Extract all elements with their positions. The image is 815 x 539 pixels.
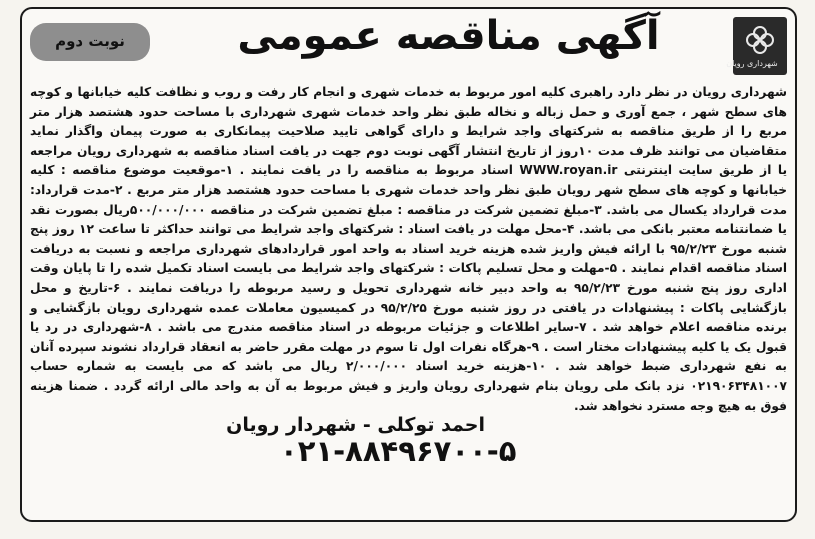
phone-number: ۰۲۱-۸۸۴۹۶۷۰۰-۵ [280,434,517,468]
announcement-paragraph: شهرداری رویان در نظر دارد راهبری کلیه امور مربوط به خدمات شهری و انجام کار رفت و روب و نظافت کلیه خیابانها و کوچه های سطح شهر ، جمع آوری و حمل زباله و نخاله طبق نظر واحد خدمات شهری شهرداری با مساحت حدود هشتصد هزار متر مربع را از طریق مناقصه به شرکتهای واجد شرایط و دارای گواهی تایید صلاحیت پیمانکاری به صورت پیمان واگذار نماید متقاضیان می توانند ظرف مدت ۱۰روز از تاریخ انتشار آگهی نوبت دوم جهت در یافت اسناد مناقصه به شهرداری رویان مراجعه یا از طریق سایت اینترنتی WWW.royan.ir اسناد مربوط به مناقصه را در یافت نمایند . ۱-موقعیت موضوع مناقصه : کلیه خیابانها و کوچه های سطح شهر رویان طبق نظر واحد خدمات شهری با مساحت حدود هشتصد هزار متر مربع . ۲-مدت قرارداد: مدت قرارداد یکسال می باشد. ۳-مبلغ تضمین شرکت در مناقصه : مبلغ تضمین شرکت در مناقصه ۵۰۰/۰۰۰/۰۰۰ریال بصورت نقد یا ضمانتنامه معتبر بانکی می باشد. ۴-محل مهلت در یافت اسناد : شرکتهای واجد شرایط می توانند حداکثر تا ساعت ۱۲ روز پنج شنبه مورخ ۹۵/۲/۲۳ با ارائه فیش واریز شده هزینه خرید اسناد به واحد امور قراردادهای شهرداری مراجعه و نسبت به دریافت اسناد مناقصه اقدام نمایند . ۵-مهلت و محل تسلیم پاکات : شرکتهای واجد شرایط می بایست اسناد تکمیل شده را تا پایان وقت اداری روز پنج شنبه مورخ ۹۵/۲/۲۳ به واحد دبیر خانه شهرداری تحویل و رسید مربوطه را دریافت نمایند . ۶-تاریخ و محل بازگشایی پاکات : پیشنهادات در یافتی در روز شنبه مورخ ۹۵/۲/۲۵ در کمیسیون معاملات عمده شهرداری رویان بازگشایی و برنده مناقصه اعلام خواهد شد . ۷-سایر اطلاعات و جزئیات مربوطه در اسناد مناقصه مندرج می باشد . ۸-شهرداری در رد یا قبول یک یا کلیه پیشنهادات مختار است . ۹-هرگاه نفرات اول تا سوم در مهلت مقرر حاضر به انعقاد قرارداد نشوند سپرده آنان به نفع شهرداری ضبط خواهد شد . ۱۰-هزینه خرید اسناد ۲/۰۰۰/۰۰۰ ریال می باشد که می بایست به شماره حساب ۰۲۱۹۰۶۳۴۸۱۰۰۷ نزد بانک ملی رویان بنام شهرداری رویان واریز و فیش مربوط به آن به واحد مالی ارائه گردد . ضمنا هزینه فوق به هیچ وجه مسترد نخواهد شد. [30,85,788,413]
announcement-body [30,83,787,416]
advertisement-frame [20,7,797,522]
logo-caption: شهرداری رویان [726,59,778,68]
signature-line: احمد توکلی - شهردار رویان [226,414,485,436]
municipality-logo [726,17,787,75]
flower-logo-icon [741,23,779,57]
page-title: آگهی مناقصه عمومی [237,13,660,59]
edition-badge: نوبت دوم [30,23,150,61]
